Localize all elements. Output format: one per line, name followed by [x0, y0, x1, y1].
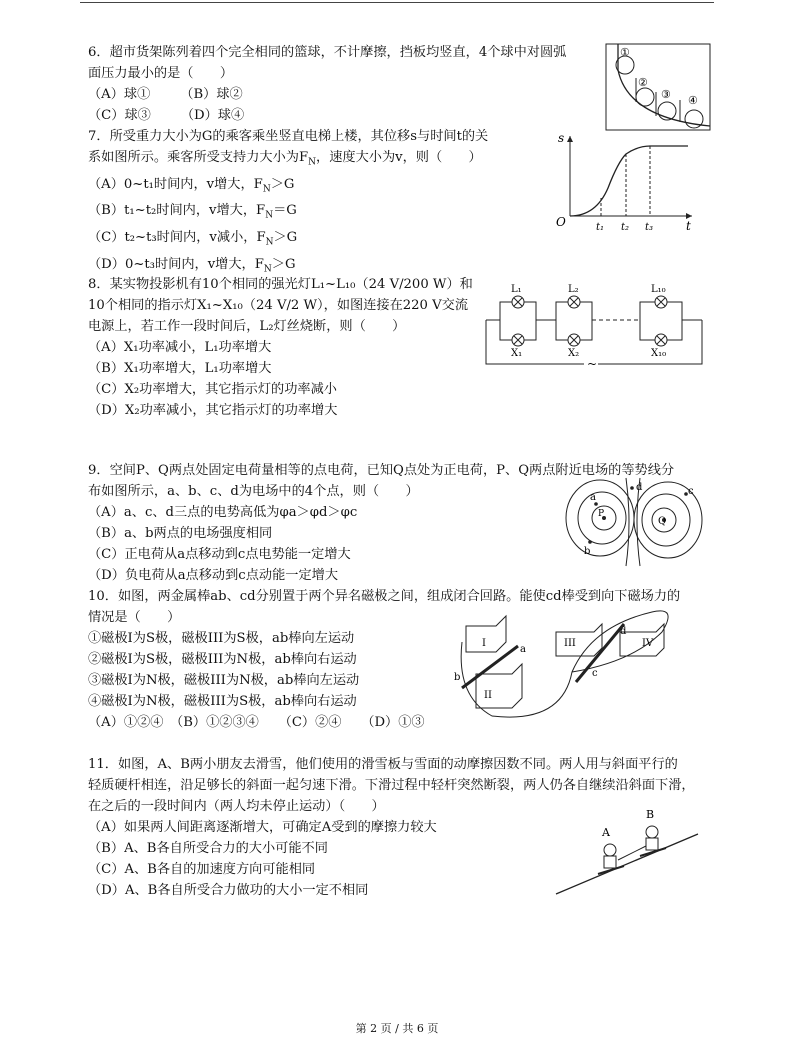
q11-figure [552, 808, 702, 900]
q10-pole-4: IV [642, 638, 654, 649]
q6-stem-line2: 面压力最小的是（ ） [88, 66, 234, 81]
q7-option-c: （C）t₂~t₃时间内，v减小，F [88, 229, 266, 245]
q10-label-c: c [592, 668, 598, 679]
q8-label-l2: L₂ [568, 284, 579, 295]
q7-axis-t: t [686, 219, 691, 233]
q10-statement-4: ④磁极I为N极，磁极III为S极，ab棒向右运动 [88, 694, 357, 709]
question-7 [88, 126, 488, 280]
q10-figure [452, 602, 692, 724]
q9-label-d: d [636, 482, 643, 493]
q6-fig-label-4: ④ [688, 94, 698, 107]
q9-option-a: （A）a、c、d三点的电势高低为φa＞φd＞φc [88, 505, 358, 520]
q8-stem-line3: 电源上，若工作一段时间后，L₂灯丝烧断，则（ ） [88, 319, 406, 334]
q7-origin: O [556, 215, 566, 229]
q7-option-b-sub: N [265, 210, 274, 221]
q7-axis-s: s [558, 131, 565, 145]
q10-statement-1: ①磁极I为S极，磁极III为S极，ab棒向左运动 [88, 631, 355, 646]
q7-tick-t3: t₃ [645, 222, 654, 233]
q11-slope [556, 834, 698, 894]
q9-stem-line2: 布如图所示，a、b、c、d为电场中的4个点，则（ ） [88, 484, 419, 499]
q7-stem-line2: 系如图所示。乘客所受支持力大小为F [88, 150, 309, 165]
q8-option-b: （B）X₁功率增大，L₁功率增大 [88, 361, 272, 376]
q8-option-d: （D）X₂功率减小，其它指示灯的功率增大 [88, 403, 338, 418]
q6-stem-line1: 6．超市货架陈列着四个完全相同的篮球，不计摩擦，挡板均竖直，4个球中对圆弧 [88, 45, 567, 60]
q11-option-b: （B）A、B各自所受合力的大小可能不同 [88, 841, 328, 856]
q8-label-x10: X₁₀ [651, 348, 667, 359]
q11-stem-line2: 轻质硬杆相连，沿足够长的斜面一起匀速下滑。下滑过程中轻杆突然断裂，两人仍各自继续沿斜面下滑， [88, 778, 695, 793]
q8-group-1 [500, 296, 536, 346]
q8-group-10 [640, 296, 682, 346]
q9-label-p: P [598, 509, 605, 519]
q8-stem-line2: 10个相同的指示灯X₁~X₁₀（24 V/2 W），如图连接在220 V交流 [88, 298, 469, 313]
q8-label-l10: L₁₀ [651, 284, 666, 295]
q8-option-a: （A）X₁功率减小，L₁功率增大 [88, 340, 272, 355]
q6-option-c: （C）球③ [88, 108, 151, 123]
q11-stem-line1: 11．如图，A、B两小朋友去滑雪，他们使用的滑雪板与雪面的动摩擦因数不同。两人用与斜面平行的 [88, 757, 678, 772]
q7-option-a-sub: N [262, 184, 271, 195]
q6-ball-4 [685, 110, 703, 128]
q9-option-c: （C）正电荷从a点移动到c点电势能一定增大 [88, 547, 351, 562]
q10-label-a: a [520, 644, 526, 655]
q7-option-a-tail: ＞G [270, 176, 295, 192]
q8-label-l1: L₁ [511, 284, 522, 295]
q8-group-2 [556, 296, 592, 346]
q7-option-d-sub: N [263, 264, 272, 275]
q11-label-a: A [602, 826, 610, 839]
q6-option-d: （D）球④ [180, 108, 245, 123]
q10-pole-2: II [484, 690, 492, 701]
q7-option-c-sub: N [265, 237, 274, 248]
q7-stem-line1: 7．所受重力大小为G的乘客乘坐竖直电梯上楼，其位移s与时间t的关 [88, 129, 489, 144]
q8-label-x2: X₂ [568, 348, 580, 359]
q11-option-c: （C）A、B各自的加速度方向可能相同 [88, 862, 316, 877]
q10-choices: （A）①②④ （B）①②③④ （C）②④ （D）①③ [88, 715, 425, 730]
q7-option-d: （D）0~t₃时间内，v增大，F [88, 256, 264, 272]
q11-stem-line3: 在之后的一段时间内（两人均未停止运动）（ ） [88, 799, 385, 814]
q6-figure [598, 40, 716, 136]
q10-pole-1: I [482, 638, 486, 649]
q11-child-b [640, 826, 666, 856]
q11-option-d: （D）A、B各自所受合力做功的大小一定不相同 [88, 883, 369, 898]
q7-stem-sub: N [308, 157, 317, 168]
question-6 [88, 42, 566, 126]
q10-label-d: d [620, 626, 627, 637]
q11-label-b: B [646, 808, 655, 821]
q7-graph [552, 128, 702, 234]
q8-stem-line1: 8．某实物投影机有10个相同的强光灯L₁~L₁₀（24 V/200 W）和 [88, 277, 473, 292]
q8-source: ~ [587, 357, 598, 371]
q7-option-c-tail: ＞G [273, 229, 298, 245]
question-8 [88, 274, 473, 421]
q9-label-a: a [590, 492, 596, 503]
q6-fig-label-1: ① [620, 46, 630, 59]
q10-statement-2: ②磁极I为S极，磁极III为N极，ab棒向右运动 [88, 652, 357, 667]
q9-option-d: （D）负电荷从a点移动到c点动能一定增大 [88, 568, 339, 583]
header-rule [80, 2, 714, 3]
q6-fig-label-3: ③ [661, 88, 671, 101]
q10-stem-line2: 情况是（ ） [88, 610, 181, 625]
q7-option-b: （B）t₁~t₂时间内，v增大，F [88, 203, 266, 219]
q7-option-b-tail: ＝G [273, 203, 297, 219]
q10-pole-3: III [564, 638, 576, 649]
q9-label-c: c [688, 486, 694, 497]
q7-tick-t2: t₂ [621, 222, 630, 233]
q6-fig-label-2: ② [638, 76, 648, 89]
q6-ball-2 [636, 88, 654, 106]
q8-label-x1: X₁ [511, 348, 523, 359]
q9-label-q: Q [658, 516, 667, 527]
q7-tick-t1: t₁ [596, 222, 605, 233]
q11-option-a: （A）如果两人间距离逐渐增大，可确定A受到的摩擦力较大 [88, 820, 437, 835]
q10-label-b: b [454, 672, 461, 683]
q6-option-b: （B）球② [180, 87, 243, 102]
q8-option-c: （C）X₂功率增大，其它指示灯的功率减小 [88, 382, 337, 397]
q7-option-d-tail: ＞G [271, 256, 296, 272]
q9-stem-line1: 9．空间P、Q两点处固定电荷量相等的点电荷，已知Q点处为正电荷，P、Q两点附近电场的等势线分 [88, 463, 675, 478]
q9-option-b: （B）a、b两点的电场强度相同 [88, 526, 273, 541]
q9-label-b: b [584, 546, 591, 557]
q7-option-a: （A）0~t₁时间内，v增大，F [88, 176, 263, 192]
q10-stem-line1: 10．如图，两金属棒ab、cd分别置于两个异名磁极之间，组成闭合回路。能使cd棒受到向下磁场力的 [88, 589, 681, 604]
q10-statement-3: ③磁极I为N极，磁极III为N极，ab棒向左运动 [88, 673, 360, 688]
q6-option-a: （A）球① [88, 87, 151, 102]
q7-stem-line2b: ，速度大小为v，则（ ） [316, 150, 482, 165]
q8-circuit [480, 280, 710, 372]
q9-figure [560, 474, 710, 574]
page-footer: 第 2 页 / 共 6 页 [355, 1022, 439, 1035]
